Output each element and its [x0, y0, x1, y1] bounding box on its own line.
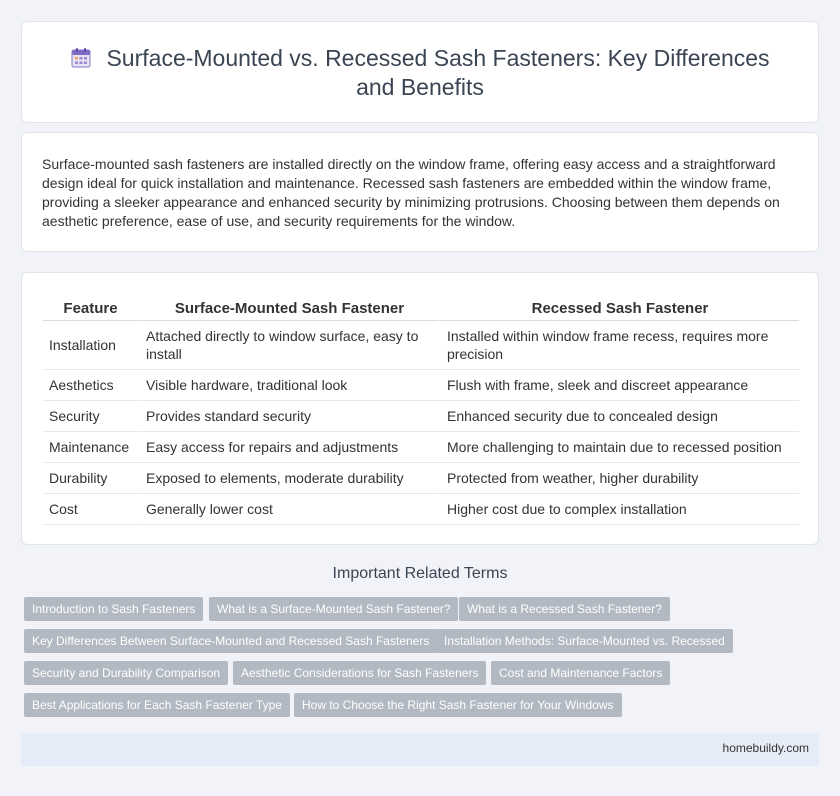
table-row [43, 494, 799, 525]
table-cell: Security [43, 401, 138, 432]
related-term-tag[interactable]: How to Choose the Right Sash Fastener for Your Windows [294, 693, 622, 717]
related-term-tag[interactable]: Best Applications for Each Sash Fastener Type [24, 693, 290, 717]
related-term-tag[interactable]: Introduction to Sash Fasteners [24, 597, 203, 621]
table-cell: Aesthetics [43, 370, 138, 401]
column-header: Feature [43, 295, 138, 321]
table-row [43, 463, 799, 494]
comparison-table [43, 295, 799, 525]
related-term-tag[interactable]: Key Differences Between Surface-Mounted and Recessed Sash Fasteners [24, 629, 437, 653]
related-term-tag[interactable]: Cost and Maintenance Factors [491, 661, 670, 685]
calendar-icon [70, 47, 92, 69]
table-row [43, 321, 799, 370]
related-term-tag[interactable]: What is a Recessed Sash Fastener? [459, 597, 670, 621]
related-terms-heading: Important Related Terms [332, 565, 508, 582]
table-cell: Maintenance [43, 432, 138, 463]
related-term-tag[interactable]: Installation Methods: Surface-Mounted vs. Recessed [436, 629, 733, 653]
table-cell: Installation [43, 321, 138, 370]
table-cell: Enhanced security due to concealed design [439, 401, 799, 432]
footer [21, 733, 819, 766]
table-row [43, 370, 799, 401]
table-cell: Durability [43, 463, 138, 494]
table-cell: Cost [43, 494, 138, 525]
intro-card [21, 132, 819, 252]
table-cell: Provides standard security [138, 401, 439, 432]
column-header: Recessed Sash Fastener [439, 295, 799, 321]
column-header: Surface-Mounted Sash Fastener [138, 295, 439, 321]
table-cell: Attached directly to window surface, easy to install [138, 321, 439, 370]
related-term-tag[interactable]: Aesthetic Considerations for Sash Fasteners [233, 661, 486, 685]
table-cell: More challenging to maintain due to recessed position [439, 432, 799, 463]
comparison-card [21, 272, 819, 545]
page-title-text: Surface-Mounted vs. Recessed Sash Fasteners: Key Differences [106, 45, 770, 71]
table-header-row [43, 295, 799, 321]
table-row [43, 432, 799, 463]
table-cell: Easy access for repairs and adjustments [138, 432, 439, 463]
page-title [22, 44, 818, 102]
table-row [43, 401, 799, 432]
table-cell: Generally lower cost [138, 494, 439, 525]
page-title-line2: and Benefits [356, 74, 484, 100]
title-card [21, 21, 819, 123]
table-cell: Protected from weather, higher durability [439, 463, 799, 494]
table-cell: Higher cost due to complex installation [439, 494, 799, 525]
table-cell: Exposed to elements, moderate durability [138, 463, 439, 494]
footer-site[interactable]: homebuildy.com [722, 741, 809, 755]
table-cell: Flush with frame, sleek and discreet appearance [439, 370, 799, 401]
related-term-tag[interactable]: What is a Surface-Mounted Sash Fastener? [209, 597, 458, 621]
table-cell: Visible hardware, traditional look [138, 370, 439, 401]
table-cell: Installed within window frame recess, requires more precision [439, 321, 799, 370]
intro-paragraph: Surface-mounted sash fasteners are installed directly on the window frame, offering easy access and a straightforward design ideal for quick installation and maintenance. Recessed sash fasteners are embedded within the window frame, providing a sleeker appearance and enhanced security by minimizing protrusions. Choosing between them depends on aesthetic preference, ease of use, and security requirements for the window. [42, 156, 780, 229]
related-term-tag[interactable]: Security and Durability Comparison [24, 661, 228, 685]
